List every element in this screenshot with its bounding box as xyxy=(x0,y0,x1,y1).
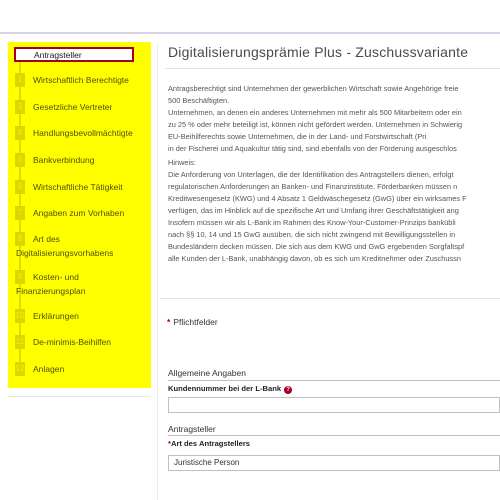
hint-text-line: regulatorischen Anforderungen an Banken- und Finanzinstitute. Förderbanken müssen n xyxy=(168,182,458,191)
intro-text-line: zu 25 % oder mehr beteiligt ist, können nicht gefördert werden. Unternehmen in Schwierig xyxy=(168,120,463,129)
step-label: Angaben zum Vorhaben xyxy=(33,208,125,218)
step-label: Bankverbindung xyxy=(33,155,95,165)
help-icon[interactable]: ? xyxy=(284,386,292,394)
step-number: 4 xyxy=(15,126,25,140)
step-label: Wirtschaftliche Tätigkeit xyxy=(33,182,123,192)
customer-number-label xyxy=(168,384,292,394)
step-label: Anlagen xyxy=(33,364,65,374)
hint-text-line: nach §§ 10, 14 und 15 GwG ausüben, die sich nicht zwingend mit Bewilligungsstellen in xyxy=(168,230,456,239)
general-section-heading: Allgemeine Angaben xyxy=(168,368,246,378)
step-label-line2: Digitalisierungsvorhabens xyxy=(16,248,114,258)
top-bar xyxy=(0,0,500,34)
hint-text-line: verfügen, das im Hinblick auf die spezifische Art und Umfang ihrer Geschäftstätigkeit ang xyxy=(168,206,459,215)
applicant-section-heading: Antragsteller xyxy=(168,424,216,434)
title-divider xyxy=(165,68,500,69)
step-label: Handlungsbevollmächtigte xyxy=(33,128,133,138)
hint-heading: Hinweis: xyxy=(168,158,196,167)
required-star-icon: * xyxy=(167,317,171,327)
applicant-type-label xyxy=(168,439,250,448)
step-label: Antragsteller xyxy=(34,50,82,60)
step-number: 10 xyxy=(15,309,25,323)
step-number: 8 xyxy=(15,232,25,246)
intro-text-line: EU-Beihilferechts sowie Unternehmen, die in der Land- und Forstwirtschaft (Pri xyxy=(168,132,427,141)
hint-text-line: Bundesländern decken müssen. Die sich aus dem KWG und GwG ergebenden Sorgfaltspf xyxy=(168,242,465,251)
hint-text-line: Die Anforderung von Unterlagen, die der Identifikation des Antragstellers dienen, erfolgt xyxy=(168,170,454,179)
section-separator xyxy=(168,380,500,381)
required-fields-note xyxy=(167,317,218,327)
intro-text-line: Unternehmen, an denen ein anderes Unternehmen mit mehr als 500 Mitarbeitern oder ein xyxy=(168,108,462,117)
step-number: 3 xyxy=(15,100,25,114)
step-label: Wirtschaftlich Berechtigte xyxy=(33,75,129,85)
step-label: De-minimis-Beihilfen xyxy=(33,337,111,347)
step-number: 6 xyxy=(15,180,25,194)
step-label: Gesetzliche Vertreter xyxy=(33,102,113,112)
step-number: 12 xyxy=(15,362,25,376)
page-title: Digitalisierungsprämie Plus - Zuschussvariante xyxy=(168,44,469,60)
step-number: 11 xyxy=(15,335,25,349)
applicant-type-label-text: Art des Antragstellers xyxy=(170,439,251,448)
step-label-line2: Finanzierungsplan xyxy=(16,286,86,296)
section-separator xyxy=(168,435,500,436)
content-divider xyxy=(157,42,158,500)
hint-text-line: alle Kunden der L-Bank, unabhängig davon, ob es sich um Kreditnehmer oder Zuschussn xyxy=(168,254,461,263)
required-star-icon: * xyxy=(168,439,171,448)
step-label: Erklärungen xyxy=(33,311,79,321)
step-number: 5 xyxy=(15,153,25,167)
step-number: 9 xyxy=(15,270,25,284)
step-label: Kosten- und xyxy=(33,272,79,282)
customer-number-label-text: Kundennummer bei der L-Bank xyxy=(168,384,282,393)
step-number: 2 xyxy=(15,73,25,87)
section-divider xyxy=(160,298,500,299)
step-number: 7 xyxy=(15,206,25,220)
applicant-type-select[interactable]: Juristische Person xyxy=(168,455,500,471)
active-step-highlight[interactable] xyxy=(14,47,134,62)
intro-text-line: 500 Beschäftigten. xyxy=(168,96,230,105)
sidebar-divider xyxy=(8,396,151,397)
customer-number-input[interactable] xyxy=(168,397,500,413)
hint-text-line: Kreditwesengesetz (KWG) und 4 Absatz 1 Geldwäschegesetz (GwG) über ein wirksames F xyxy=(168,194,467,203)
required-label: Pflichtfelder xyxy=(173,317,218,327)
intro-text-line: in der Fischerei und Aquakultur tätig sind, sind ebenfalls von der Förderung ausgeschlos xyxy=(168,144,457,153)
hint-text-line: Insofern müssen wir als L-Bank im Rahmen des Know-Your-Customer-Prinzips bankübli xyxy=(168,218,456,227)
step-label: Art des xyxy=(33,234,60,244)
intro-text-line: Antragsberechtigt sind Unternehmen der gewerblichen Wirtschaft sowie Angehörige freie xyxy=(168,84,459,93)
